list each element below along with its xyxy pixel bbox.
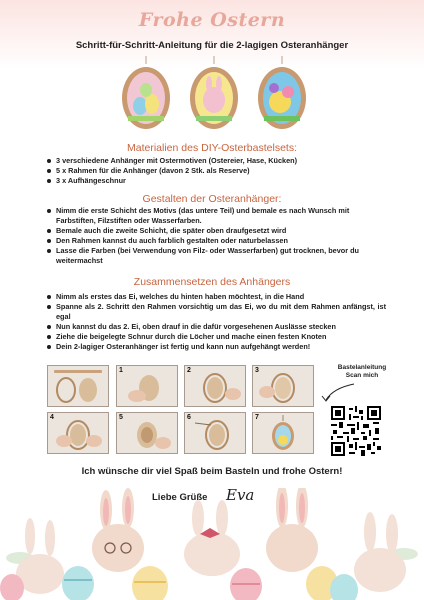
- signature: Eva: [226, 486, 255, 504]
- step-image: [48, 413, 108, 453]
- page-subtitle: Schritt-für-Schritt-Anleitung für die 2-lagigen Osteranhänger: [75, 40, 349, 51]
- step-image: [253, 366, 313, 406]
- egg-ornament-bunny-image: [188, 56, 240, 130]
- step-photo-7: 7: [252, 412, 314, 454]
- closing-message: Ich wünsche dir viel Spaß beim Basteln und frohe Ostern!: [81, 466, 343, 477]
- list-item: Lasse die Farben (bei Verwendung von Filz- oder Wasserfarben) gut trocknen, bevor du weitermachst: [46, 246, 386, 266]
- step-image: [117, 413, 177, 453]
- list-item: Dein 2-lagiger Osteranhänger ist fertig und kann nun aufgehängt werden!: [46, 342, 386, 352]
- step-photo-3: 3: [252, 365, 314, 407]
- list-item: Ziehe die beigelegte Schnur durch die Löcher und mache einen festen Knoten: [46, 332, 386, 342]
- list-item: Nimm als erstes das Ei, welches du hinten haben möchtest, in die Hand: [46, 292, 386, 302]
- greeting: Liebe Grüße: [152, 492, 208, 503]
- list-item: Nun kannst du das 2. Ei, oben drauf in die dafür vorgesehenen Auslässe stecken: [46, 322, 386, 332]
- step-photo-2: 2: [184, 365, 246, 407]
- easter-bunnies-illustration: [0, 488, 424, 600]
- step-image: [185, 413, 245, 453]
- step-image: [117, 366, 177, 406]
- ornament-photos: [120, 56, 310, 132]
- step-photo-1: 1: [116, 365, 178, 407]
- page-title: Frohe Ostern: [138, 9, 286, 31]
- arrow-icon: [318, 382, 358, 404]
- parts-image: [48, 366, 108, 406]
- step-photo-6: 6: [184, 412, 246, 454]
- step-photo-4: 4: [47, 412, 109, 454]
- egg-ornament-eggs-image: [120, 56, 172, 130]
- list-item: Den Rahmen kannst du auch farblich gestalten oder naturbelassen: [46, 236, 386, 246]
- assembly-list: [46, 292, 386, 352]
- list-item: Spanne als 2. Schritt den Rahmen vorsichtig um das Ei, wo du mit dem Rahmen anfängst, ist egal: [46, 302, 386, 322]
- list-item: 3 verschiedene Anhänger mit Ostermotiven (Ostereier, Hase, Kücken): [46, 156, 386, 166]
- step-photo-parts: [47, 365, 109, 407]
- materials-heading: Materialien des DIY-Osterbastelsets:: [126, 142, 298, 154]
- step-image: [185, 366, 245, 406]
- list-item: 3 x Aufhängeschnur: [46, 176, 386, 186]
- egg-ornament-chick-image: [256, 56, 308, 130]
- step-photo-5: 5: [116, 412, 178, 454]
- list-item: Nimm die erste Schicht des Motivs (das untere Teil) und bemale es nach Wunsch mit Farbstiften, Filzstiften oder Wasserfarben.: [46, 206, 386, 226]
- step-image: [253, 413, 313, 453]
- qr-code[interactable]: [331, 406, 381, 456]
- assembly-heading: Zusammensetzen des Anhängers: [133, 276, 291, 288]
- list-item: 5 x Rahmen für die Anhänger (davon 2 Stk. als Reserve): [46, 166, 386, 176]
- design-heading: Gestalten der Osteranhänger:: [142, 193, 282, 205]
- list-item: Bemale auch die zweite Schicht, die später oben draufgesetzt wird: [46, 226, 386, 236]
- design-list: [46, 206, 386, 266]
- scan-label: Bastelanleitung Scan mich: [337, 364, 387, 379]
- materials-list: [46, 156, 386, 186]
